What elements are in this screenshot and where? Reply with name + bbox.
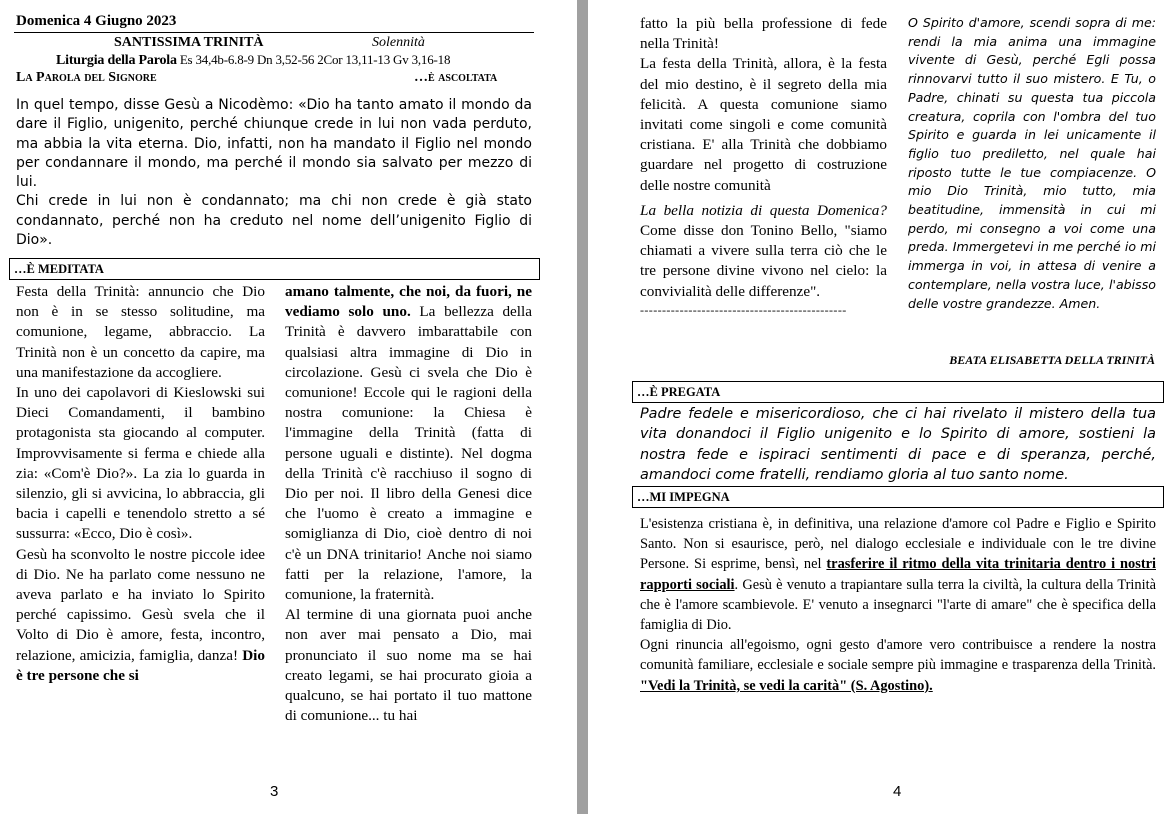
- feast-rank: Solennità: [372, 35, 425, 50]
- ascoltata-heading: …è ascoltata: [414, 70, 498, 85]
- impegna-text: [640, 514, 1167, 696]
- impegna-box: …MI IMPEGNA: [632, 486, 1164, 508]
- paragraph-text: Gesù ha sconvolto le nostre piccole idee di Dio. Ne ha parlato come nessuno ne aveva parlato e ha inviato lo Spirito perché capissimo. Gesù svela che il Volto di Dio è amore, festa, incontro, relazione, amicizia, famiglia, danza!: [16, 545, 265, 664]
- paragraph: Festa della Trinità: annuncio che Dio non è in se stesso solitudine, ma comunione, legame, abbraccio. La Trinità non è un concetto da capire, ma una manifestazione da accogliere.: [16, 283, 265, 381]
- underlined-text: trasferire il ritmo della vita trinitaria dentro i nostri rapporti sociali: [640, 556, 1157, 593]
- paragraph: [640, 635, 1167, 696]
- page-3: [0, 0, 577, 814]
- pregata-box: …È PREGATA: [632, 381, 1164, 403]
- paragraph: Al termine di una giornata puoi anche non aver mai pensato a Dio, mai pronunciato il suo nome ma se hai creato legami, se hai procurato gioia a qualcuno, se hai portato il tuo mattone di comunione... tu hai: [285, 606, 532, 725]
- liturgy-label: Liturgia della Parola: [56, 53, 177, 68]
- paragraph: [285, 282, 532, 605]
- header-rule: [14, 32, 534, 33]
- meditation-column-2: [285, 282, 532, 726]
- paragraph-text: La bellezza della Trinità è davvero imbarattabile con qualsiasi altra immagine di Dio in circolazione. Gesù ci svela che Dio è comunione! Eccole qui le ragioni della nostra comunione: la Chiesa è l'immagine della Trinità (fatta di persone uguali e distinte). Nel dogma della Trinità c'è racchiuso il sogno di Dio per noi. Il libro della Genesi dice che l'uomo è creato a immagine e somiglianza di Dio, cioè dentro di noi c'è un DNA trinitario! Anche noi siamo fatti per la relazione, l'amore, la comunione, la fraternità.: [285, 303, 532, 604]
- readings: Es 34,4b-6.8-9 Dn 3,52-56 2Cor 13,11-13 Gv 3,16-18: [176, 52, 451, 67]
- paragraph: [16, 545, 265, 686]
- feast-title: SANTISSIMA TRINITÀ: [114, 35, 264, 50]
- gospel-paragraph: Chi crede in lui non è condannato; ma chi non crede è già stato condannato, perché non ha creduto nel nome dell’unigenito Figlio di Dio».: [16, 193, 532, 249]
- paragraph: fatto la più bella professione di fede nella Trinità!: [640, 15, 887, 53]
- prayer-author: BEATA ELISABETTA DELLA TRINITÀ: [949, 353, 1155, 367]
- gospel-paragraph: In quel tempo, disse Gesù a Nicodèmo: «Dio ha tanto amato il mondo da dare il Figlio, unigenito, perché chiunque crede in lui non vada perduto, ma abbia la vita eterna. Dio, infatti, non ha mandato il Figlio nel mondo per condannare il mondo, ma perché il mondo sia salvato per mezzo di lui.: [16, 97, 532, 191]
- bold-text: Dio è tre persone che si: [16, 646, 265, 684]
- page-4: [588, 0, 1172, 814]
- page-number: 3: [270, 783, 279, 800]
- date: Domenica 4 Giugno 2023: [16, 13, 177, 29]
- paragraph: [640, 201, 887, 302]
- page-number: 4: [893, 783, 902, 800]
- paragraph: In uno dei capolavori di Kieslowski sui Dieci Comandamenti, il bambino protagonista sta giocando al computer. Improvvisamente si ferma e chiede alla zia: «Com'è Dio?». La zia lo guarda in silenzio, gli si avvicina, lo abbraccia, gli bacia i capelli e tenendolo stretto a sé sussurra: «Ecco, Dio è così».: [16, 384, 265, 543]
- paragraph-text: Come disse don Tonino Bello, "siamo chiamati a vivere sulla terra ciò che le tre persone divine vivono nel cielo: la convivialità delle differenze".: [640, 222, 887, 300]
- pregata-prayer: Padre fedele e misericordioso, che ci hai rivelato il mistero della tua vita donandoci il Figlio unigenito e lo Spirito di amore, sostieni la nostra fede e ispiraci sentimenti di pace e di speranza, perché, amandoci come fratelli, rendiamo gloria al tuo santo nome.: [640, 406, 1156, 484]
- meditata-box: …È MEDITATA: [9, 258, 540, 280]
- paragraph-text: L'esistenza cristiana è, in definitiva, una relazione d'amore col Padre e Figlio e Spirito Santo. Non si esaurisce, però, nel dialogo ecclesiale e individuale con le tre divine Persone. Si esprime, bensì, nel: [640, 516, 1156, 573]
- paragraph-text: . Gesù è venuto a trapiantare sulla terra la civiltà, la cultura della Trinità che è l'amore scambievole. E' venuto a insegnarci "l'arte di amare" che è specifica della famiglia di Dio.: [640, 576, 1156, 634]
- dash-separator: -----------------------------------------------: [640, 302, 847, 317]
- quote-agostino: "Vedi la Trinità, se vedi la carità" (S. Agostino).: [640, 677, 933, 694]
- gospel-text: [16, 96, 532, 250]
- bold-text: amano talmente, che noi, da fuori, ne vediamo solo uno.: [285, 283, 532, 321]
- parola-heading: La Parola del Signore: [16, 70, 157, 85]
- paragraph-text: Ogni rinuncia all'egoismo, ogni gesto d'amore vero contribuisce a rendere la nostra comunità familiare, ecclesiale e sociale sempre più immagine e trasparenza della Trinità.: [640, 637, 1167, 674]
- meditation-continued: [640, 14, 887, 318]
- meditation-column-1: [16, 282, 265, 686]
- italic-text: La bella notizia di questa Domenica?: [640, 201, 887, 219]
- elisabetta-prayer: O Spirito d'amore, scendi sopra di me: rendi la mia anima una immagine vivente di Gesù, perché Egli possa rinnovarvi tutto il suo mistero. E Tu, o Padre, chinati su questa tua piccola creatura, coprila con l'ombra del tuo Spirito e guarda in lei unicamente il figlio tuo prediletto, nel quale hai riposto tutte le tue compiacenze. O mio Dio Trinità, mio tutto, mia beatitudine, immensità in cui mi perdo, mi consegno a voi come una preda. Immergetevi in me perché io mi immerga in voi, in attesa di venire a contemplare, nella vostra luce, l'abisso delle vostre grandezze. Amen.: [908, 15, 1156, 311]
- liturgy-line: [56, 52, 450, 69]
- paragraph: La festa della Trinità, allora, è la festa del mio destino, è il segreto della mia felicità. A questa comunione siamo invitati come singoli e come comunità cristiana. E' alla Trinità che dobbiamo guardare nel progetto di costruzione delle nostre comunità: [640, 55, 887, 194]
- paragraph: [640, 514, 1156, 635]
